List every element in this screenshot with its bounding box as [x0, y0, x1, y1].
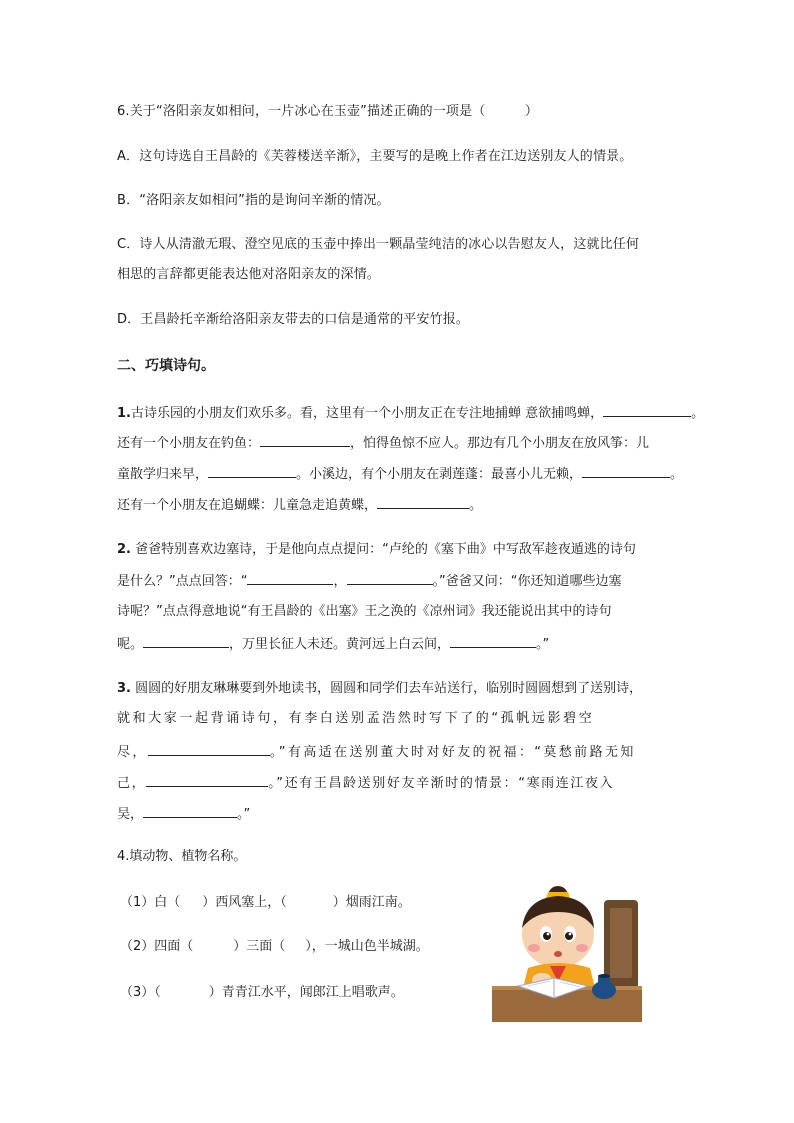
p3-line5: 吴， 。” — [117, 803, 250, 825]
p4-item2: （2）四面（ ）三面（ ），一城山色半城湖。 — [120, 939, 429, 954]
q6-option-b: B．“洛阳亲友如相问”指的是询问辛渐的情况。 — [117, 193, 390, 208]
fill-blank[interactable] — [347, 570, 433, 585]
q6-option-c-line2: 相思的言辞都更能表达他对洛阳亲友的深情。 — [117, 267, 381, 282]
fill-blank[interactable] — [148, 741, 270, 756]
p4-title: 4.填动物、植物名称。 — [117, 849, 247, 864]
q6-option-c-line1: C．诗人从清澈无瑕、澄空见底的玉壶中捧出一颗晶莹纯洁的冰心以告慰友人，这就比任何 — [117, 237, 640, 252]
boy-reading-icon — [492, 882, 642, 1022]
p3-line1: 3. 圆圆的好朋友琳琳要到外地读书，圆圆和同学们去车站送行，临别时圆圆想到了送别诗， — [117, 681, 643, 696]
p1-line2: 还有一个小朋友在钓鱼： ，怕得鱼惊不应人。那边有几个小朋友在放风筝：儿 — [117, 432, 649, 454]
fill-blank[interactable] — [582, 463, 670, 478]
p2-line2: 是什么？”点点回答：“ ， 。”爸爸又问：“你还知道哪些边塞 — [117, 570, 621, 592]
fill-blank[interactable] — [208, 463, 296, 478]
p3-line3: 尽， 。”有高适在送别董大时对好友的祝福：“莫愁前路无知 — [117, 741, 636, 763]
p3-number: 3. — [117, 681, 131, 696]
p3-line4: 己， 。”还有王昌龄送别好友辛渐时的情景：“寒雨连江夜入 — [117, 772, 614, 794]
fill-blank[interactable] — [146, 772, 268, 787]
q6-option-d: D．王昌龄托辛渐给洛阳亲友带去的口信是通常的平安竹报。 — [117, 312, 470, 327]
fill-blank[interactable] — [143, 633, 229, 648]
p1-number: 1. — [117, 406, 131, 421]
p2-line1: 2. 爸爸特别喜欢边塞诗，于是他向点点提问：“卢纶的《塞下曲》中写敌军趁夜遁逃的诗句 — [117, 542, 636, 557]
fill-blank[interactable] — [247, 570, 333, 585]
fill-blank[interactable] — [377, 494, 469, 509]
p2-number: 2. — [117, 542, 131, 557]
p1-line3: 童散学归来早， 。小溪边，有个小朋友在剥莲蓬：最喜小儿无赖， 。 — [117, 463, 683, 485]
fill-blank[interactable] — [260, 432, 350, 447]
fill-blank[interactable] — [603, 402, 691, 417]
p3-line2: 就和大家一起背诵诗句，有李白送别孟浩然时写下了的“孤帆远影碧空 — [117, 711, 595, 726]
p4-item1: （1）白（ ）西风塞上，（ ）烟雨江南。 — [120, 895, 411, 910]
p1-line1: 1.古诗乐园的小朋友们欢乐多。看，这里有一个小朋友正在专注地捕蝉 意欲捕鸣蝉， 。 — [117, 402, 704, 424]
p2-line3: 诗呢？”点点得意地说“有王昌龄的《出塞》王之涣的《凉州词》我还能说出其中的诗句 — [117, 604, 612, 619]
fill-blank[interactable] — [450, 633, 536, 648]
p2-line4: 呢。 ，万里长征人未还。黄河远上白云间， 。” — [117, 633, 549, 655]
p1-line4: 还有一个小朋友在追蝴蝶：儿童急走追黄蝶， 。 — [117, 494, 482, 516]
p4-item3: （3）（ ）青青江水平，闻郎江上唱歌声。 — [120, 985, 404, 1000]
fill-blank[interactable] — [143, 803, 237, 818]
q6-option-a: A．这句诗选自王昌龄的《芙蓉楼送辛渐》，主要写的是晚上作者在江边送别友人的情景。 — [117, 149, 633, 164]
q6-stem: 6.关于“洛阳亲友如相问，一片冰心在玉壶”描述正确的一项是（ ） — [117, 104, 538, 119]
section2-title: 二、巧填诗句。 — [117, 358, 215, 374]
